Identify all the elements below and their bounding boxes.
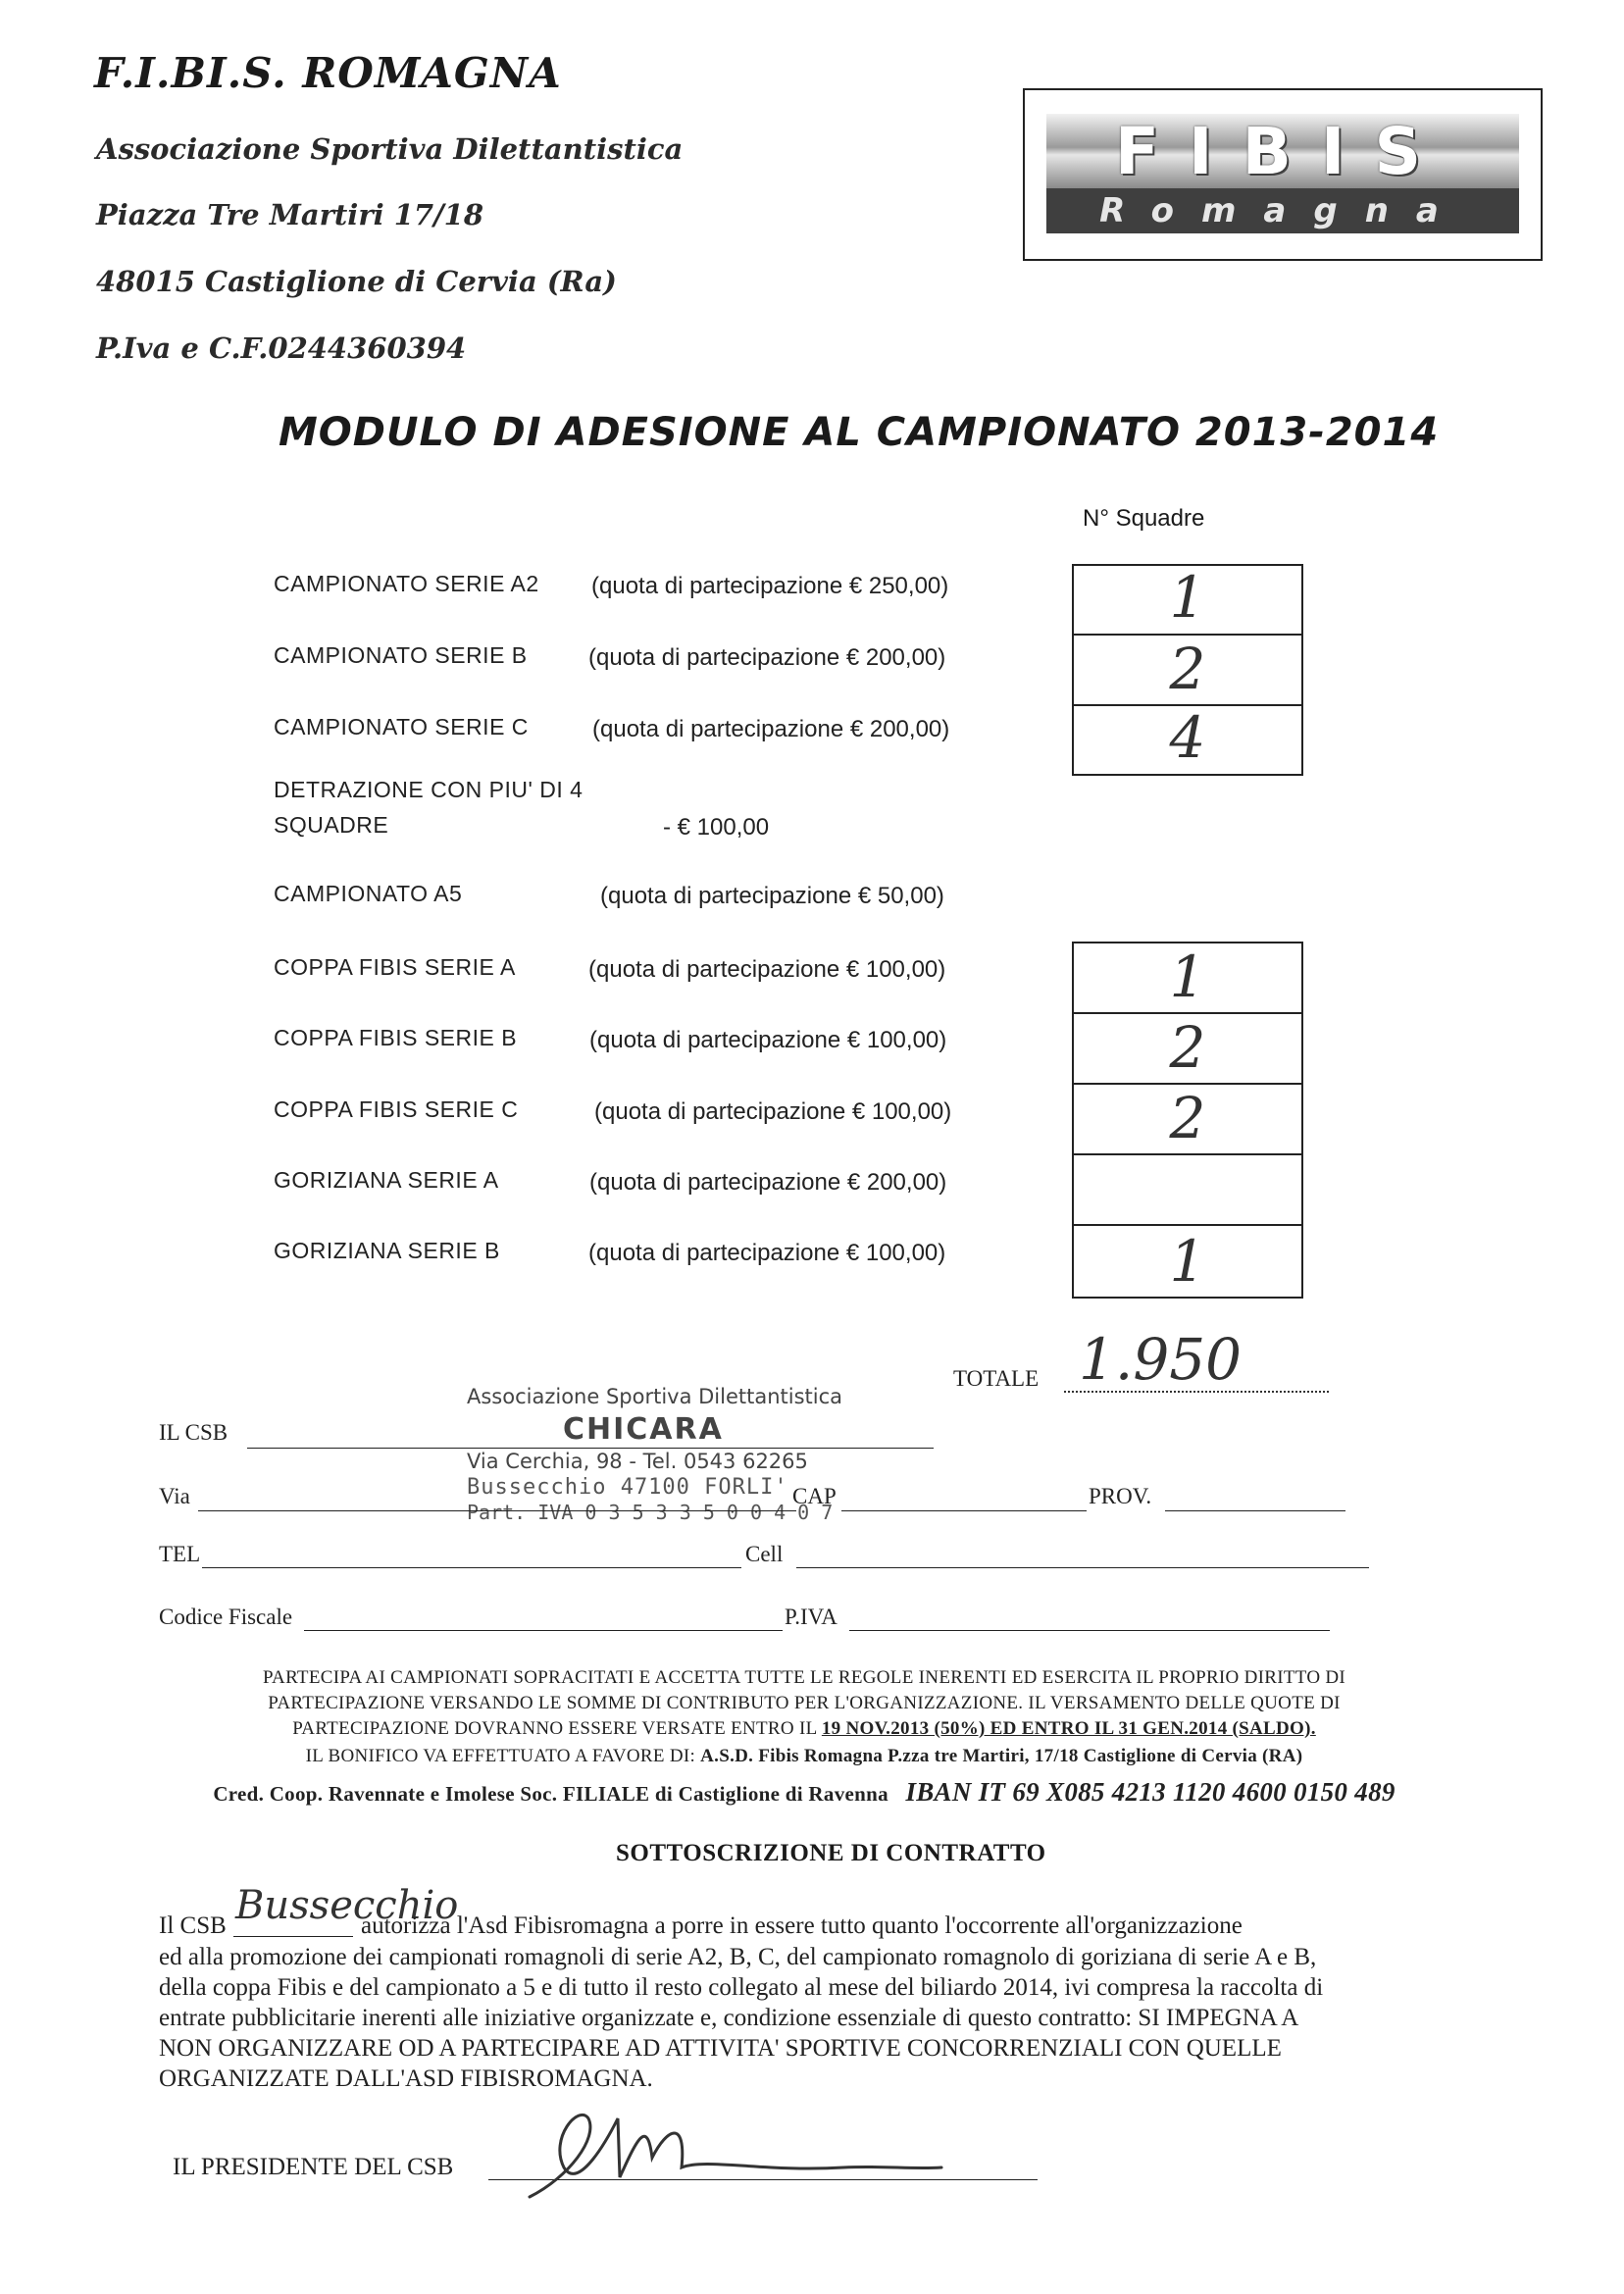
handwritten-teams-b: 2 bbox=[1169, 636, 1206, 702]
cell-field[interactable] bbox=[796, 1567, 1369, 1568]
vat-number: P.Iva e C.F.0244360394 bbox=[96, 331, 467, 365]
row-label-serie-a2: CAMPIONATO SERIE A2 bbox=[274, 571, 539, 596]
piva-field[interactable] bbox=[849, 1630, 1330, 1631]
codice-fiscale-field[interactable] bbox=[304, 1630, 783, 1631]
contract-line5: NON ORGANIZZARE OD A PARTECIPARE AD ATTIVITA' SPORTIVE CONCORRENZIALI CON QUELLE bbox=[159, 2035, 1282, 2062]
teams-cell-serie-b[interactable] bbox=[1072, 634, 1303, 706]
teams-cell-coppa-a[interactable] bbox=[1072, 942, 1303, 1014]
contract-line1: autorizza l'Asd Fibisromagna a porre in essere tutto quanto l'occorrente all'organizzazione bbox=[361, 1912, 1243, 1939]
logo-word: FIBIS bbox=[1114, 114, 1451, 189]
cap-field[interactable] bbox=[841, 1510, 1087, 1511]
teams-column-header: N° Squadre bbox=[1083, 505, 1205, 532]
row-fee-coppa-c: (quota di partecipazione € 100,00) bbox=[594, 1098, 952, 1125]
notice-line5 bbox=[167, 1777, 1442, 1808]
row-fee-goriziana-b: (quota di partecipazione € 100,00) bbox=[588, 1240, 946, 1266]
contract-csb-field[interactable] bbox=[233, 1936, 353, 1937]
handwritten-csb-name[interactable]: Bussecchio bbox=[235, 1883, 459, 1928]
total-label: TOTALE bbox=[953, 1366, 1040, 1391]
notice-line3-text: PARTECIPAZIONE DOVRANNO ESSERE VERSATE ENTRO IL bbox=[292, 1718, 822, 1739]
org-type: Associazione Sportiva Dilettantistica bbox=[96, 132, 684, 166]
teams-cell-goriziana-b[interactable] bbox=[1072, 1224, 1303, 1299]
stamp-line2: CHICARA bbox=[563, 1412, 724, 1447]
handwritten-teams-goriziana-b: 1 bbox=[1169, 1228, 1206, 1295]
notice-bank: Cred. Coop. Ravennate e Imolese Soc. FILIALE di Castiglione di Ravenna bbox=[213, 1782, 888, 1806]
teams-cell-goriziana-a[interactable] bbox=[1072, 1153, 1303, 1226]
teams-box-group1 bbox=[1072, 564, 1306, 778]
row-label-serie-b: CAMPIONATO SERIE B bbox=[274, 642, 528, 668]
tel-field[interactable] bbox=[202, 1567, 741, 1568]
contract-csb-prefix: Il CSB bbox=[159, 1912, 227, 1939]
stamp-line1: Associazione Sportiva Dilettantistica bbox=[467, 1385, 843, 1408]
contract-line2: ed alla promozione dei campionati romagnoli di serie A2, B, C, del campionato romagnolo di goriziana di serie A e B, bbox=[159, 1944, 1317, 1970]
piva-label: P.IVA bbox=[785, 1605, 837, 1629]
row-fee-serie-a2: (quota di partecipazione € 250,00) bbox=[591, 573, 949, 599]
contract-line3: della coppa Fibis e del campionato a 5 e di tutto il resto collegato al mese del biliardo 2014, ivi compresa la raccolta di bbox=[159, 1974, 1324, 2001]
logo-sub: Romagna bbox=[1099, 191, 1466, 230]
address-city: 48015 Castiglione di Cervia (Ra) bbox=[96, 265, 617, 298]
handwritten-teams-coppa-b: 2 bbox=[1169, 1014, 1206, 1081]
handwritten-teams-a2: 1 bbox=[1169, 564, 1206, 631]
notice-deadlines: 19 NOV.2013 (50%) ED ENTRO IL 31 GEN.2014 (SALDO). bbox=[821, 1718, 1316, 1739]
stamp-line5: Part. IVA 0 3 5 3 3 5 0 0 4 0 7 bbox=[467, 1501, 834, 1524]
prov-field[interactable] bbox=[1165, 1510, 1345, 1511]
prov-label: PROV. bbox=[1089, 1484, 1152, 1508]
address-street: Piazza Tre Martiri 17/18 bbox=[96, 198, 484, 231]
teams-cell-coppa-b[interactable] bbox=[1072, 1012, 1303, 1085]
deduction-label-line2: SQUADRE bbox=[274, 812, 389, 838]
president-label: IL PRESIDENTE DEL CSB bbox=[173, 2154, 454, 2180]
row-label-goriziana-b: GORIZIANA SERIE B bbox=[274, 1238, 500, 1263]
row-label-coppa-a: COPPA FIBIS SERIE A bbox=[274, 954, 516, 980]
contract-title: SOTTOSCRIZIONE DI CONTRATTO bbox=[616, 1840, 1046, 1866]
org-name: F.I.BI.S. ROMAGNA bbox=[94, 49, 562, 97]
notice-line3 bbox=[167, 1718, 1442, 1740]
notice-iban: IBAN IT 69 X085 4213 1120 4600 0150 489 bbox=[905, 1777, 1396, 1807]
deduction-amount: - € 100,00 bbox=[663, 814, 770, 841]
total-value[interactable]: 1.950 bbox=[1079, 1326, 1243, 1393]
notice-beneficiary: A.S.D. Fibis Romagna P.zza tre Martiri, 17/18 Castiglione di Cervia (RA) bbox=[700, 1746, 1303, 1766]
contract-line6: ORGANIZZATE DALL'ASD FIBISROMAGNA. bbox=[159, 2065, 653, 2092]
row-fee-goriziana-a: (quota di partecipazione € 200,00) bbox=[589, 1169, 947, 1196]
teams-cell-serie-a2[interactable] bbox=[1072, 564, 1303, 636]
teams-cell-coppa-c[interactable] bbox=[1072, 1083, 1303, 1155]
csb-label: IL CSB bbox=[159, 1420, 228, 1445]
page-title: MODULO DI ADESIONE AL CAMPIONATO 2013-2014 bbox=[279, 410, 1440, 455]
via-label: Via bbox=[159, 1484, 190, 1508]
stamp-line4: Bussecchio 47100 FORLI' bbox=[467, 1475, 788, 1500]
teams-box-group2 bbox=[1072, 942, 1306, 1300]
row-label-goriziana-a: GORIZIANA SERIE A bbox=[274, 1167, 499, 1193]
notice-line4 bbox=[167, 1746, 1442, 1767]
stamp-line3: Via Cerchia, 98 - Tel. 0543 62265 bbox=[467, 1450, 808, 1473]
handwritten-teams-c: 4 bbox=[1169, 704, 1206, 771]
contract-line4: entrate pubblicitarie inerenti alle iniziative organizzate e, condizione essenziale di questo contratto: SI IMPEGNA A bbox=[159, 2005, 1299, 2031]
cap-label: CAP bbox=[792, 1484, 837, 1508]
handwritten-teams-coppa-c: 2 bbox=[1169, 1085, 1206, 1151]
row-label-coppa-c: COPPA FIBIS SERIE C bbox=[274, 1096, 519, 1122]
via-field[interactable] bbox=[198, 1510, 796, 1511]
notice-line2: PARTECIPAZIONE VERSANDO LE SOMME DI CONTRIBUTO PER L'ORGANIZZAZIONE. IL VERSAMENTO DELLE QUOTE DI bbox=[268, 1693, 1341, 1713]
fibis-logo bbox=[1023, 88, 1543, 261]
notice-line1: PARTECIPA AI CAMPIONATI SOPRACITATI E ACCETTA TUTTE LE REGOLE INERENTI ED ESERCITA IL PROPRIO DIRITTO DI bbox=[262, 1667, 1346, 1688]
csb-field[interactable] bbox=[247, 1448, 934, 1449]
row-fee-serie-b: (quota di partecipazione € 200,00) bbox=[588, 644, 946, 671]
row-label-serie-c: CAMPIONATO SERIE C bbox=[274, 714, 529, 739]
row-label-a5: CAMPIONATO A5 bbox=[274, 881, 463, 906]
row-fee-coppa-a: (quota di partecipazione € 100,00) bbox=[588, 956, 946, 983]
row-label-coppa-b: COPPA FIBIS SERIE B bbox=[274, 1025, 518, 1050]
handwritten-teams-coppa-a: 1 bbox=[1169, 943, 1206, 1010]
row-fee-a5: (quota di partecipazione € 50,00) bbox=[600, 883, 944, 909]
row-fee-serie-c: (quota di partecipazione € 200,00) bbox=[592, 716, 950, 742]
notice-line4-text: IL BONIFICO VA EFFETTUATO A FAVORE DI: bbox=[305, 1746, 701, 1766]
deduction-label-line1: DETRAZIONE CON PIU' DI 4 bbox=[274, 777, 584, 802]
tel-label: TEL bbox=[159, 1542, 201, 1566]
row-fee-coppa-b: (quota di partecipazione € 100,00) bbox=[589, 1027, 947, 1053]
signature-scribble bbox=[510, 2099, 961, 2207]
codice-fiscale-label: Codice Fiscale bbox=[159, 1605, 293, 1629]
cell-label: Cell bbox=[745, 1542, 784, 1566]
teams-cell-serie-c[interactable] bbox=[1072, 704, 1303, 776]
